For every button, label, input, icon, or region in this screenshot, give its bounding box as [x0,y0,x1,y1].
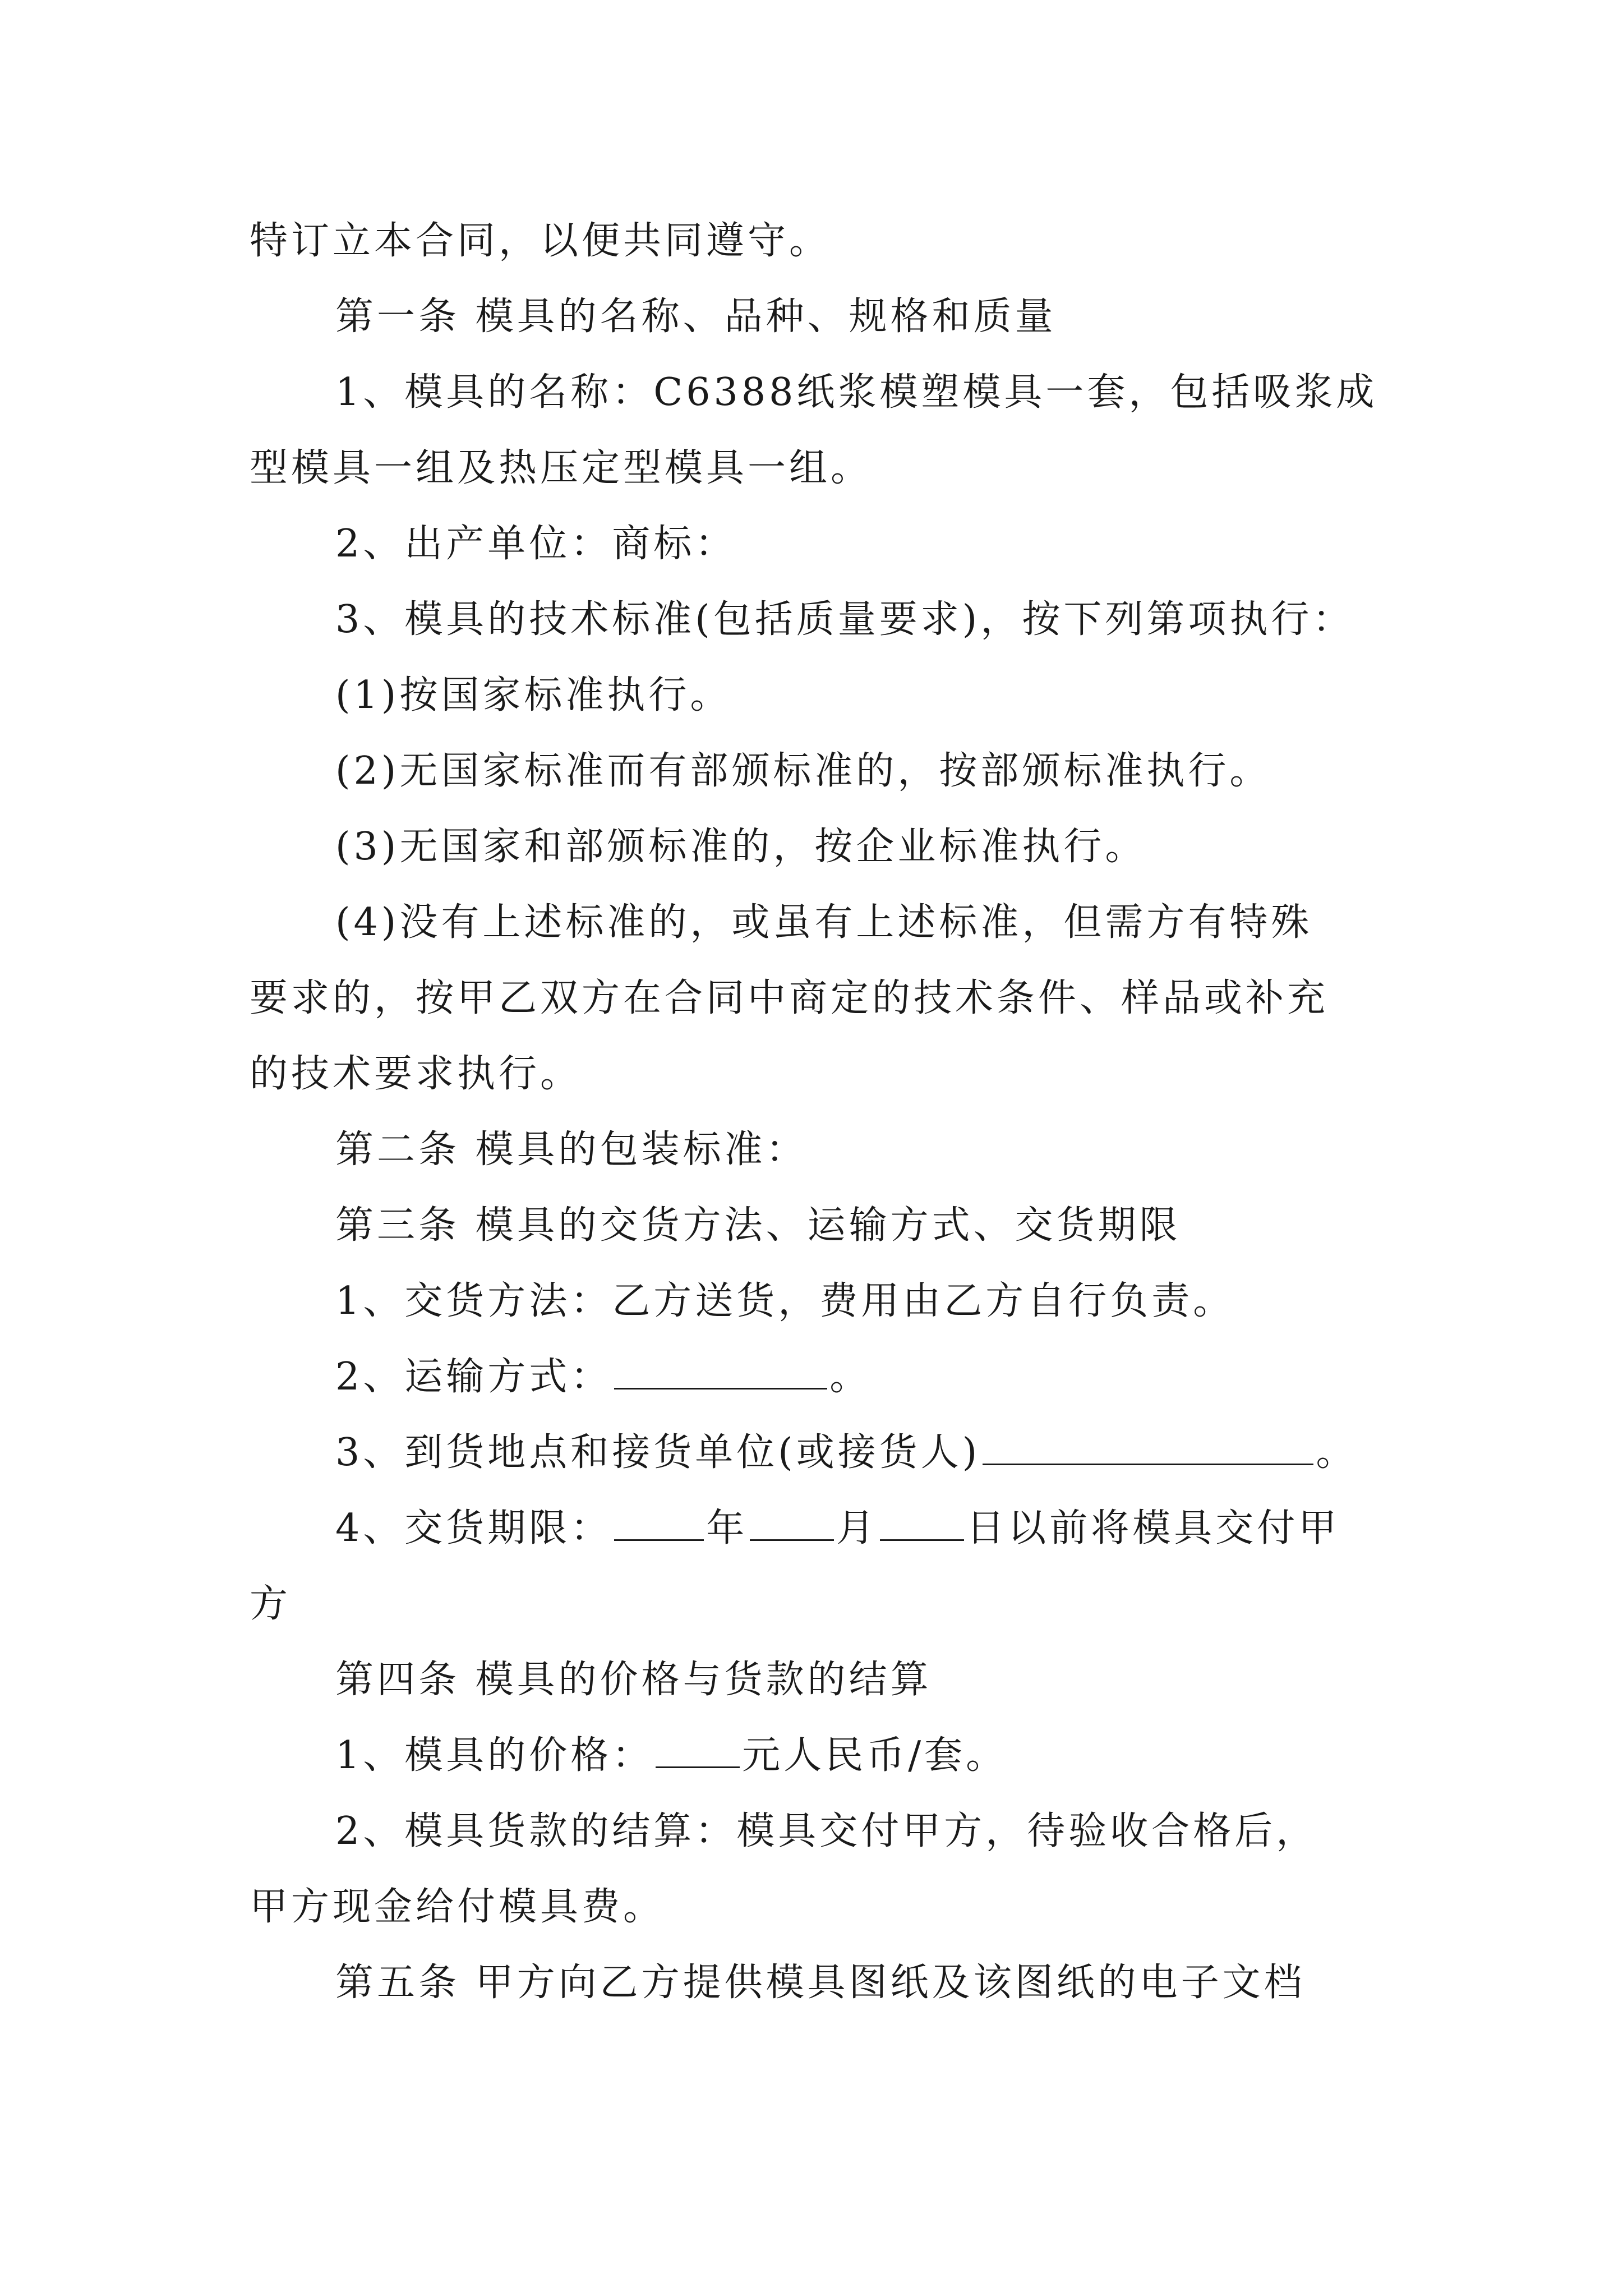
fill-in-blank [614,1354,827,1389]
text-line: 3、模具的技术标准(包括质量要求)，按下列第项执行： [335,597,1354,642]
text-segment: 。 [829,1355,872,1399]
text-line: 甲方现金给付模具费。 [250,1885,665,1929]
text-line: 1、模具的名称：C6388纸浆模塑模具一套，包括吸浆成 [335,370,1378,415]
text-segment: 元人民币/套。 [742,1733,1008,1778]
fill-in-blank [880,1506,964,1541]
article-heading: 第三条 模具的交货方法、运输方式、交货期限 [335,1203,1181,1248]
text-segment: 日以前将模具交付甲 [966,1506,1340,1550]
text-line: 的技术要求执行。 [250,1052,582,1096]
article-heading: 第二条 模具的包装标准： [335,1128,808,1172]
fill-in-blank [614,1506,704,1541]
article-heading: 第一条 模具的名称、品种、规格和质量 [335,295,1057,339]
fill-in-blank [750,1506,834,1541]
text-line: (1)按国家标准执行。 [335,673,732,717]
text-segment: 3、到货地点和接货单位(或接货人) [335,1430,981,1475]
text-line [335,1346,871,1408]
text-line: 2、出产单位：商标： [335,522,737,566]
text-line: 型模具一组及热压定型模具一组。 [250,446,873,490]
fill-in-blank [656,1733,740,1768]
text-segment: 2、运输方式： [335,1355,612,1399]
text-segment: 年 [706,1506,748,1550]
text-segment: 。 [1316,1430,1358,1475]
fill-in-blank [983,1430,1313,1465]
text-segment: 1、模具的价格： [335,1733,654,1778]
text-line: (4)没有上述标准的，或虽有上述标准，但需方有特殊 [335,900,1313,945]
text-line: 1、交货方法：乙方送货，费用由乙方自行负责。 [335,1279,1235,1323]
article-heading: 第四条 模具的价格与货款的结算 [335,1658,932,1702]
text-segment: 月 [836,1506,878,1550]
article-heading: 第五条 甲方向乙方提供模具图纸及该图纸的电子文档 [335,1961,1306,2005]
text-line: 方 [250,1582,292,1626]
text-line [335,1725,1007,1787]
text-line: 2、模具货款的结算：模具交付甲方，待验收合格后， [335,1809,1318,1853]
text-line [335,1422,1357,1484]
text-line: (2)无国家标准而有部颁标准的，按部颁标准执行。 [335,749,1271,793]
text-line: (3)无国家和部颁标准的，按企业标准执行。 [335,825,1147,869]
text-line [335,1498,1340,1559]
text-segment: 4、交货期限： [335,1506,612,1550]
text-line: 特订立本合同，以便共同遵守。 [250,219,831,263]
text-line: 要求的，按甲乙双方在合同中商定的技术条件、样品或补充 [250,976,1329,1020]
